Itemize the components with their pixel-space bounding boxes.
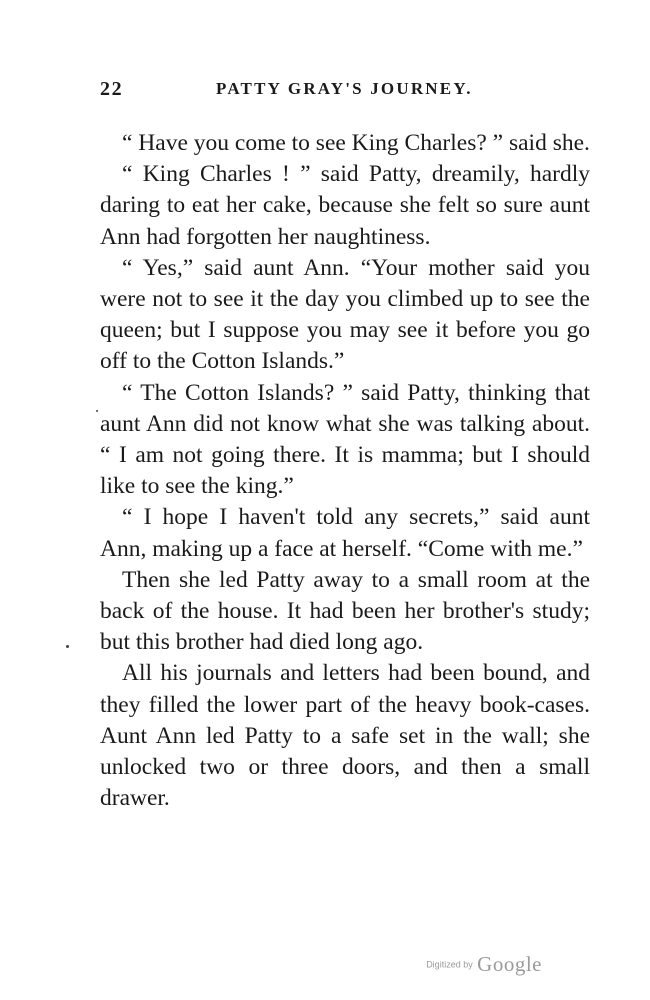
print-speck (96, 410, 98, 412)
paragraph: Then she led Patty away to a small room at the back of the house. It had been her brother's study; but this brother had died long ago. (100, 566, 590, 656)
paragraph: All his journals and letters had been bound, and they filled the lower part of the heavy book-cases. Aunt Ann led Patty to a safe set in the wall; she unlocked two or three doors, and then a small drawer. (100, 660, 590, 812)
paragraph: “ Have you come to see King Charles? ” said she. (122, 130, 590, 156)
google-logo-text: Google (477, 952, 542, 976)
digitized-watermark (426, 952, 542, 977)
paragraph: “ Yes,” said aunt Ann. “Your mother said you were not to see it the day you climbed up to see the queen; but I suppose you may see it before you go off to the Cotton Islands.” (100, 254, 590, 375)
page-number: 22 (100, 78, 124, 100)
print-speck (66, 645, 69, 648)
paragraph: “ The Cotton Islands? ” said Patty, thinking that aunt Ann did not know what she was talking about. “ I am not going there. It is mamma; but I should like to see the king.” (100, 379, 590, 500)
digitized-label: Digitized by (426, 959, 473, 970)
running-head (100, 78, 590, 108)
body-text (100, 128, 590, 814)
running-title: PATTY GRAY'S JOURNEY. (216, 79, 473, 98)
paragraph: “ I hope I haven't told any secrets,” said aunt Ann, making up a face at herself. “Come with me.” (100, 504, 590, 562)
paragraph: “ King Charles ! ” said Patty, dreamily, hardly daring to eat her cake, because she felt so sure aunt Ann had forgotten her naughtiness. (100, 161, 590, 250)
